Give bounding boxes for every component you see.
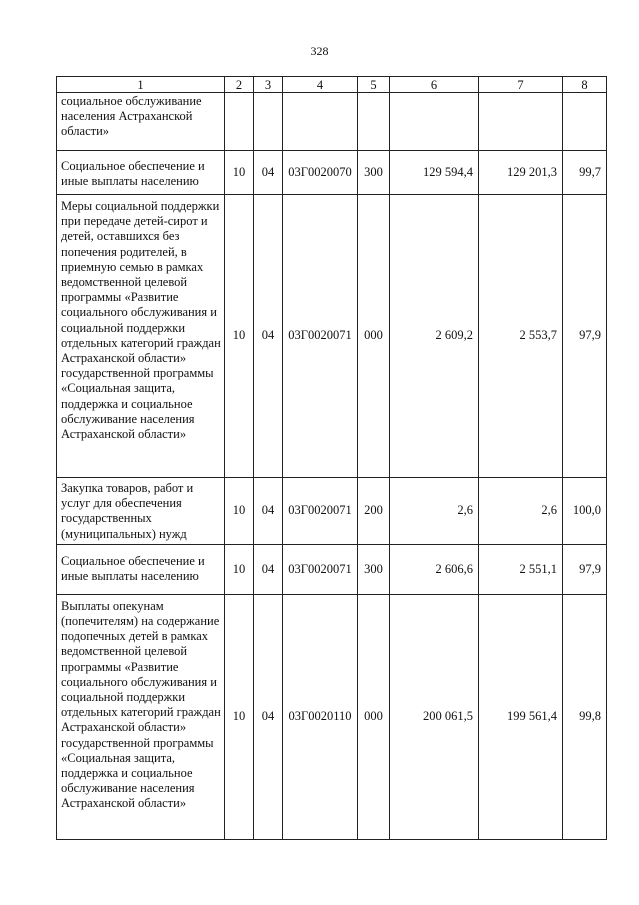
row-actual-amount: 2 553,7 bbox=[479, 195, 563, 478]
header-cell: 7 bbox=[479, 77, 563, 93]
row-actual-amount: 2,6 bbox=[479, 478, 563, 545]
row-plan-amount: 200 061,5 bbox=[390, 594, 479, 839]
row-target-article: 03Г0020070 bbox=[283, 151, 358, 195]
row-subsection bbox=[254, 93, 283, 151]
row-section bbox=[225, 93, 254, 151]
row-expense-type bbox=[358, 93, 390, 151]
row-section: 10 bbox=[225, 544, 254, 594]
row-subsection: 04 bbox=[254, 544, 283, 594]
header-cell: 1 bbox=[57, 77, 225, 93]
row-expense-type: 300 bbox=[358, 151, 390, 195]
table-row bbox=[57, 151, 607, 195]
header-cell: 3 bbox=[254, 77, 283, 93]
row-subsection: 04 bbox=[254, 195, 283, 478]
row-section: 10 bbox=[225, 478, 254, 545]
row-section: 10 bbox=[225, 195, 254, 478]
row-plan-amount bbox=[390, 93, 479, 151]
row-expense-type: 200 bbox=[358, 478, 390, 545]
row-section: 10 bbox=[225, 151, 254, 195]
row-subsection: 04 bbox=[254, 151, 283, 195]
row-percent bbox=[563, 93, 607, 151]
header-cell: 4 bbox=[283, 77, 358, 93]
row-subsection: 04 bbox=[254, 478, 283, 545]
row-target-article: 03Г0020110 bbox=[283, 594, 358, 839]
row-target-article: 03Г0020071 bbox=[283, 544, 358, 594]
header-cell: 2 bbox=[225, 77, 254, 93]
row-plan-amount: 2,6 bbox=[390, 478, 479, 545]
row-actual-amount: 2 551,1 bbox=[479, 544, 563, 594]
page-number: 328 bbox=[310, 44, 329, 58]
row-actual-amount: 199 561,4 bbox=[479, 594, 563, 839]
row-description: социальное обслуживание населения Астраханской области» bbox=[57, 93, 225, 151]
row-expense-type: 000 bbox=[358, 195, 390, 478]
row-description: Социальное обеспечение и иные выплаты населению bbox=[57, 151, 225, 195]
table-row bbox=[57, 544, 607, 594]
header-cell: 6 bbox=[390, 77, 479, 93]
row-plan-amount: 2 609,2 bbox=[390, 195, 479, 478]
row-target-article: 03Г0020071 bbox=[283, 195, 358, 478]
table-row bbox=[57, 594, 607, 839]
row-percent: 97,9 bbox=[563, 195, 607, 478]
row-subsection: 04 bbox=[254, 594, 283, 839]
header-cell: 5 bbox=[358, 77, 390, 93]
row-description: Закупка товаров, работ и услуг для обеспечения государственных (муниципальных) нужд bbox=[57, 478, 225, 545]
table-header-row bbox=[57, 77, 607, 93]
row-target-article: 03Г0020071 bbox=[283, 478, 358, 545]
row-plan-amount: 2 606,6 bbox=[390, 544, 479, 594]
row-plan-amount: 129 594,4 bbox=[390, 151, 479, 195]
row-percent: 100,0 bbox=[563, 478, 607, 545]
row-percent: 97,9 bbox=[563, 544, 607, 594]
row-target-article bbox=[283, 93, 358, 151]
table-row bbox=[57, 93, 607, 151]
row-description: Социальное обеспечение и иные выплаты населению bbox=[57, 544, 225, 594]
header-cell: 8 bbox=[563, 77, 607, 93]
table-row bbox=[57, 478, 607, 545]
row-actual-amount bbox=[479, 93, 563, 151]
row-section: 10 bbox=[225, 594, 254, 839]
row-description: Меры социальной поддержки при передаче детей-сирот и детей, оставшихся без попечения родителей, в приемную семью в рамках ведомственной целевой программы «Развитие социального обслуживания и социальной поддержки отдельных категорий граждан Астраханской области» государственной программы «Социальная защита, поддержка и социальное обслуживание населения Астраханской области» bbox=[57, 195, 225, 478]
table-row bbox=[57, 195, 607, 478]
row-expense-type: 000 bbox=[358, 594, 390, 839]
row-percent: 99,7 bbox=[563, 151, 607, 195]
budget-table bbox=[56, 76, 607, 840]
row-actual-amount: 129 201,3 bbox=[479, 151, 563, 195]
row-expense-type: 300 bbox=[358, 544, 390, 594]
row-percent: 99,8 bbox=[563, 594, 607, 839]
row-description: Выплаты опекунам (попечителям) на содержание подопечных детей в рамках ведомственной целевой программы «Развитие социального обслуживания и социальной поддержки отдельных категорий граждан Астраханской области» государственной программы «Социальная защита, поддержка и социальное обслуживание населения Астраханской области» bbox=[57, 594, 225, 839]
